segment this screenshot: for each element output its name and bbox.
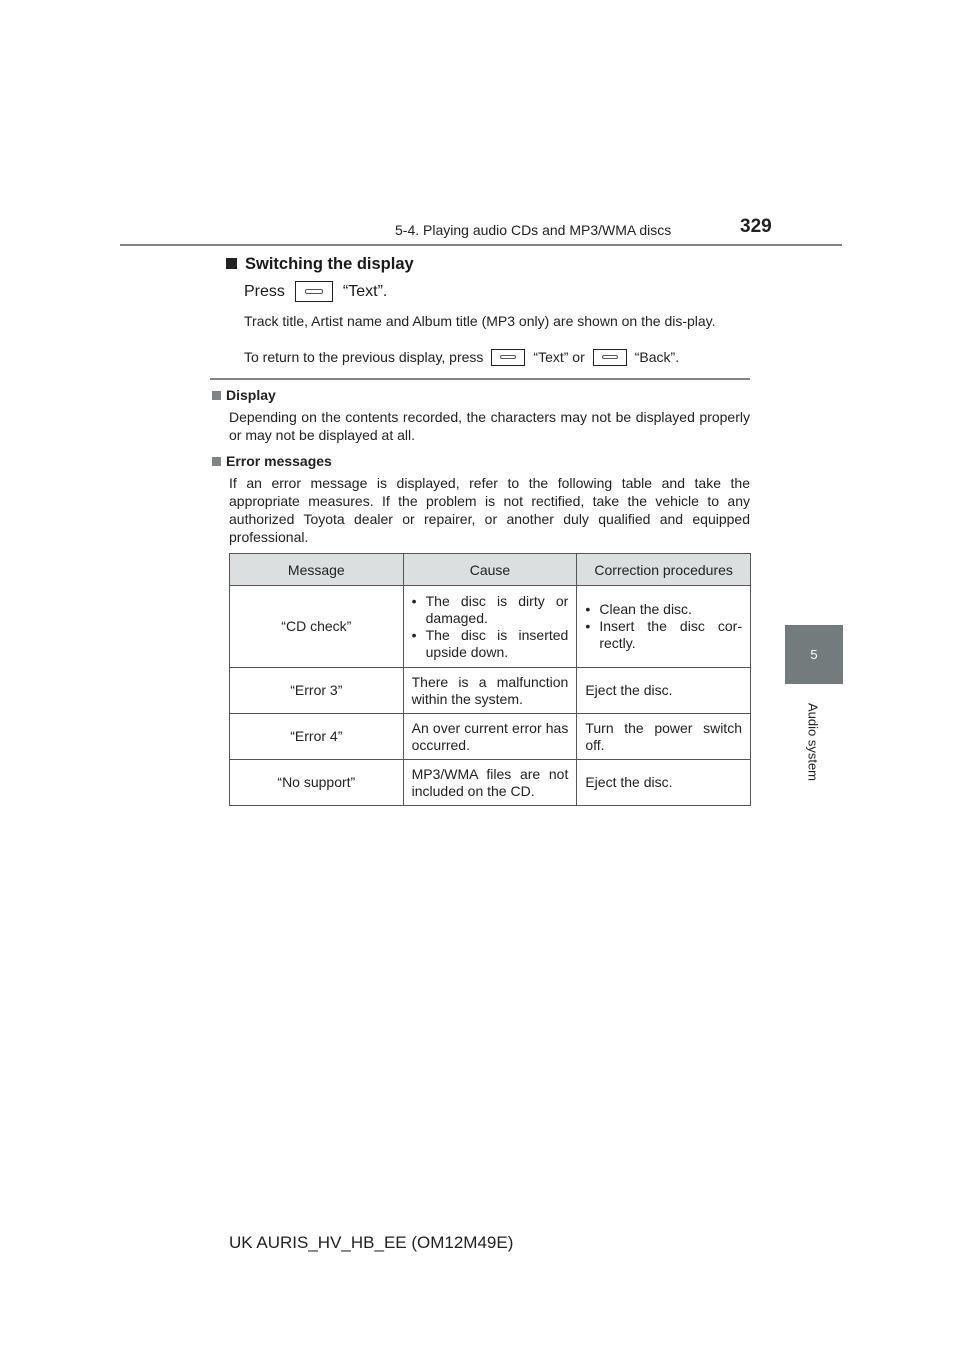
square-bullet-icon [212, 457, 221, 466]
message-cell: “Error 3” [230, 668, 404, 714]
chapter-tab [785, 625, 843, 684]
header-rule [120, 244, 842, 246]
page-number: 329 [740, 216, 772, 237]
correction-cell [577, 586, 751, 668]
chapter-title: Audio system [805, 702, 821, 782]
square-bullet-icon [212, 391, 221, 400]
return-end: “Back”. [634, 349, 680, 365]
display-note-title: Display [226, 387, 276, 403]
return-mid: “Text” or [533, 349, 585, 365]
press-target: “Text”. [342, 282, 388, 300]
display-note-heading [212, 387, 276, 403]
header-section-title: 5-4. Playing audio CDs and MP3/WMA discs [395, 222, 672, 238]
errors-note-heading [212, 453, 332, 469]
list-item: • Insert the disc cor-rectly. [585, 618, 742, 652]
soft-button-icon [593, 349, 627, 366]
section-heading [226, 255, 414, 274]
message-cell: “No support” [230, 760, 404, 806]
column-header-cause: Cause [403, 554, 577, 586]
errors-note-title: Error messages [226, 453, 332, 469]
list-item: • The disc is dirty or damaged. [412, 593, 569, 627]
message-cell: “Error 4” [230, 714, 404, 760]
chapter-number: 5 [810, 647, 818, 662]
table-row [230, 714, 751, 760]
section-divider [210, 378, 750, 380]
column-header-message: Message [230, 554, 404, 586]
correction-cell: Turn the power switch off. [577, 714, 751, 760]
correction-cell: Eject the disc. [577, 668, 751, 714]
list-item: • Clean the disc. [585, 601, 742, 618]
cause-cell: There is a malfunction within the system. [403, 668, 577, 714]
model-code-footer: UK AURIS_HV_HB_EE (OM12M49E) [229, 1233, 514, 1252]
square-bullet-icon [226, 258, 237, 269]
correction-cell: Eject the disc. [577, 760, 751, 806]
soft-button-icon [295, 281, 333, 302]
switching-description: Track title, Artist name and Album title (MP3 only) are shown on the dis-play. [244, 313, 716, 329]
list-item: • The disc is inserted upside down. [412, 627, 569, 661]
press-instruction [244, 281, 387, 302]
table-row [230, 586, 751, 668]
return-instruction [244, 348, 750, 366]
return-prefix: To return to the previous display, press [244, 349, 484, 365]
table-row [230, 668, 751, 714]
cause-cell: MP3/WMA files are not included on the CD. [403, 760, 577, 806]
errors-note-body: If an error message is displayed, refer to the following table and take the appropriate measures. If the problem is not rectified, take the vehicle to any authorized Toyota dealer or repairer, or another duly qualified and equipped professional. [229, 475, 750, 545]
table-header-row [230, 554, 751, 586]
press-word: Press [244, 282, 285, 300]
cause-cell [403, 586, 577, 668]
cause-cell: An over current error has occurred. [403, 714, 577, 760]
message-cell: “CD check” [230, 586, 404, 668]
table-row [230, 760, 751, 806]
display-note-body: Depending on the contents recorded, the characters may not be displayed properly or may not be displayed at all. [229, 409, 750, 443]
soft-button-icon [491, 349, 525, 366]
section-heading-text: Switching the display [245, 255, 414, 273]
column-header-correction: Correction procedures [577, 554, 751, 586]
error-message-table [229, 553, 751, 806]
